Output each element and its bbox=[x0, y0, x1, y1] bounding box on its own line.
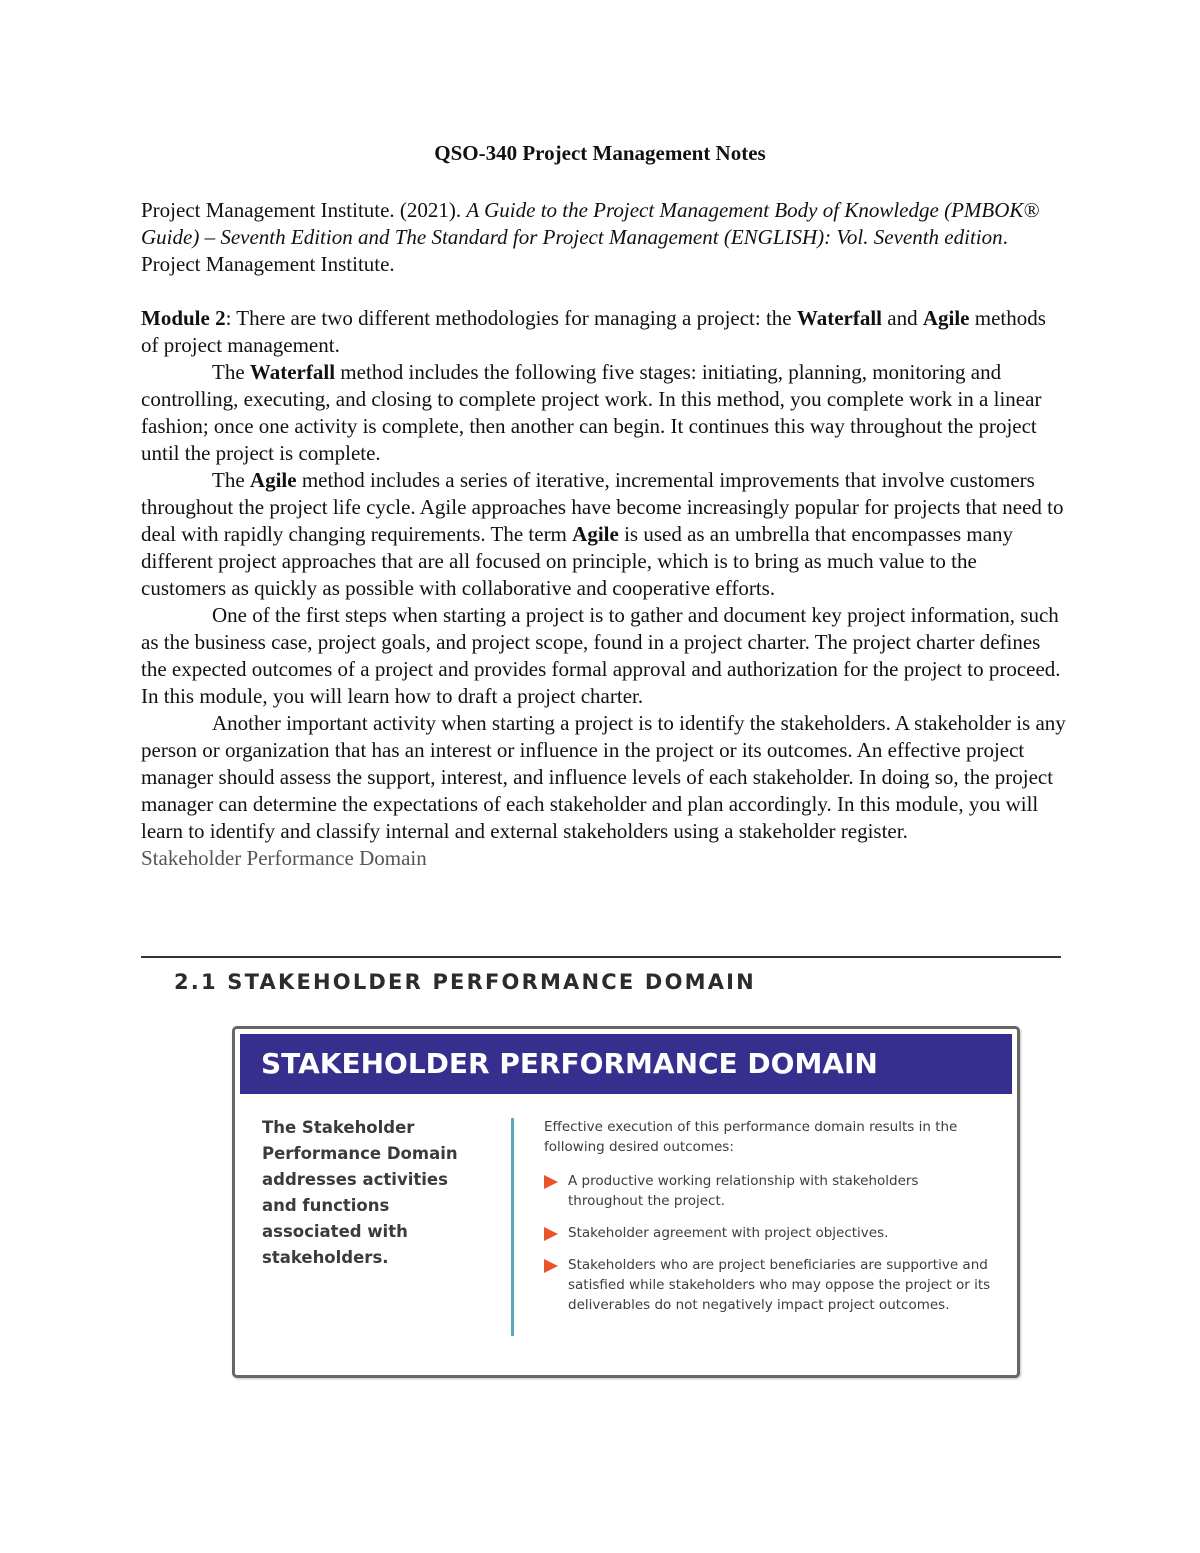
charter-paragraph: One of the first steps when starting a project is to gather and document key project information, such as the business case, project goals, and project scope, found in a project charter. The project charter defines the expected outcomes of a project and provides formal approval and authorization for the project to proceed. In this module, you will learn how to draft a project charter. bbox=[141, 603, 1061, 708]
figure-header: STAKEHOLDER PERFORMANCE DOMAIN bbox=[240, 1034, 1012, 1094]
stakeholder-domain-figure bbox=[232, 1026, 1020, 1378]
list-item: Stakeholders who are project beneficiaries are supportive and satisfied while stakeholders who may oppose the project or its deliverables do not negatively impact project outcomes. bbox=[544, 1255, 994, 1315]
citation bbox=[141, 197, 1066, 278]
section-rule bbox=[141, 956, 1061, 958]
arrow-bullet-icon bbox=[544, 1259, 558, 1273]
citation-lead: Project Management Institute. (2021). bbox=[141, 198, 467, 222]
arrow-bullet-icon bbox=[544, 1227, 558, 1241]
arrow-bullet-icon bbox=[544, 1175, 558, 1189]
list-item: A productive working relationship with stakeholders throughout the project. bbox=[544, 1171, 994, 1211]
figure-summary: The Stakeholder Performance Domain addresses activities and functions associated with stakeholders. bbox=[262, 1118, 458, 1267]
section-heading: 2.1 STAKEHOLDER PERFORMANCE DOMAIN bbox=[174, 970, 756, 994]
document-body bbox=[141, 197, 1066, 872]
figure-outcomes bbox=[544, 1117, 994, 1327]
module-label: Module 2 bbox=[141, 306, 226, 330]
document-title: QSO-340 Project Management Notes bbox=[434, 141, 766, 165]
agile-paragraph: The Agile method includes a series of iterative, incremental improvements that involve customers throughout the project life cycle. Agile approaches have become increasingly popular for projects that need to deal with rapidly changing requirements. The term Agile is used as an umbrella that encompasses many different project approaches that are all focused on principle, which is to bring as much value to the customers as quickly as possible with collaborative and cooperative efforts. bbox=[141, 468, 1064, 600]
figure-caption: Stakeholder Performance Domain bbox=[141, 846, 427, 870]
citation-tail: . Project Management Institute. bbox=[141, 225, 1008, 276]
stakeholder-paragraph: Another important activity when starting a project is to identify the stakeholders. A stakeholder is any person or organization that has an interest or influence in the project or its outcomes. An effective project manager should assess the support, interest, and influence levels of each stakeholder. In doing so, the project manager can determine the expectations of each stakeholder and plan accordingly. In this module, you will learn to identify and classify internal and external stakeholders using a stakeholder register. bbox=[141, 711, 1066, 843]
waterfall-paragraph: The Waterfall method includes the following five stages: initiating, planning, monitoring and controlling, executing, and closing to complete project work. In this method, you complete work in a linear fashion; once one activity is complete, then another can begin. It continues this way throughout the project until the project is complete. bbox=[141, 360, 1042, 465]
list-item: Stakeholder agreement with project objectives. bbox=[544, 1223, 994, 1243]
module-intro: Module 2: There are two different methodologies for managing a project: the Waterfall and Agile methods of project management. bbox=[141, 306, 1046, 357]
outcomes-intro: Effective execution of this performance domain results in the following desired outcomes: bbox=[544, 1119, 958, 1155]
outcomes-list bbox=[544, 1171, 994, 1315]
citation-title: A Guide to the Project Management Body of Knowledge (PMBOK® Guide) – Seventh Edition and The Standard for Project Management (ENGLISH): Vol. Seventh edition bbox=[141, 198, 1040, 249]
figure-divider bbox=[511, 1118, 514, 1336]
